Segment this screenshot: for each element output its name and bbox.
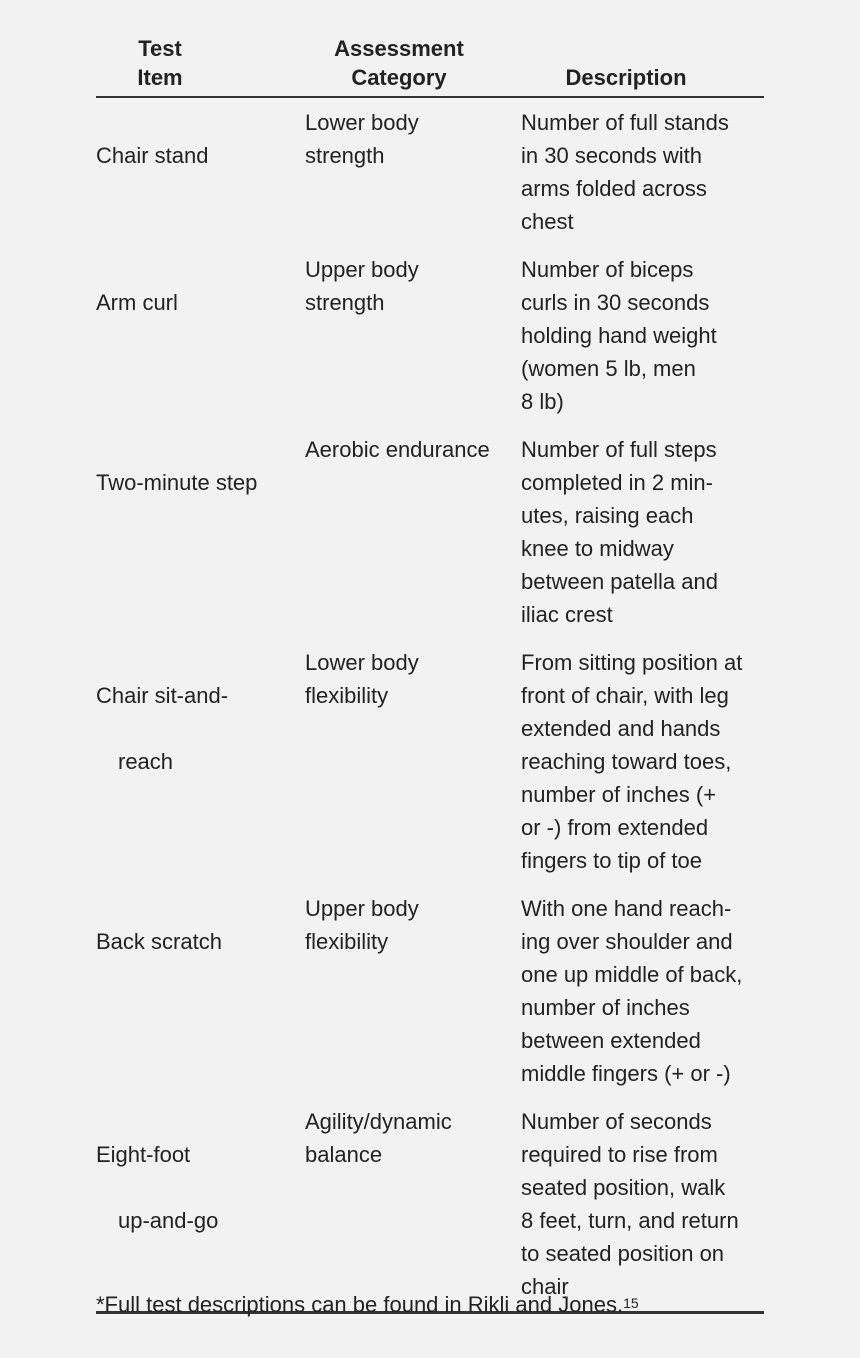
header-category-line: Category — [351, 65, 447, 90]
test-item-text: Eight-foot — [96, 1142, 191, 1167]
table-footnote — [96, 1290, 639, 1320]
fitness-test-table — [96, 34, 764, 1314]
test-item-text: Chair sit-and- — [96, 683, 229, 708]
test-item-text: Back scratch — [96, 929, 222, 954]
test-item-text-continued: reach — [118, 749, 174, 774]
category-cell: Upper body flexibility — [305, 896, 419, 954]
footnote-text: *Full test descriptions can be found in Rikli and Jones. — [96, 1292, 624, 1317]
header-test-item-line: Test — [138, 36, 182, 61]
description-cell: Number of seconds required to rise from seated position, walk 8 feet, turn, and return to seated position on chair — [521, 1097, 764, 1313]
description-cell: Number of full stands in 30 seconds with arms folded across chest — [521, 110, 729, 234]
header-assessment-category — [305, 34, 521, 97]
header-description — [521, 34, 764, 97]
test-item-cell — [96, 884, 305, 1097]
test-item-text: Chair stand — [96, 143, 209, 168]
header-description-text: Description — [565, 65, 687, 90]
test-item-cell — [96, 97, 305, 245]
table-row — [96, 425, 764, 638]
test-item-text: Two-minute step — [96, 470, 258, 495]
table-row — [96, 884, 764, 1097]
header-test-item-line: Item — [137, 65, 183, 90]
description-cell: From sitting position at front of chair, with leg extended and hands reaching toward toes, number of inches (+ or -) from extended fingers to tip of toe — [521, 650, 743, 873]
table-row — [96, 638, 764, 884]
category-cell: Aerobic endurance — [305, 437, 490, 462]
description-cell: With one hand reach- ing over shoulder and one up middle of back, number of inches between extended middle fingers (+ or -) — [521, 896, 743, 1086]
test-item-text: Arm curl — [96, 290, 178, 315]
table-row — [96, 1097, 764, 1313]
footnote-reference: 15 — [623, 1295, 639, 1311]
header-row — [96, 34, 764, 97]
description-cell: Number of full steps completed in 2 min- utes, raising each knee to midway between patella and iliac crest — [521, 437, 718, 627]
test-item-cell — [96, 638, 305, 884]
test-item-cell — [96, 1097, 305, 1313]
category-cell: Upper body strength — [305, 257, 419, 315]
description-cell: Number of biceps curls in 30 seconds holding hand weight (women 5 lb, men 8 lb) — [521, 257, 717, 414]
table-header — [96, 34, 764, 97]
table-row — [96, 97, 764, 245]
category-cell: Lower body flexibility — [305, 650, 419, 708]
category-cell: Lower body strength — [305, 110, 419, 168]
test-item-cell — [96, 425, 305, 638]
table-body — [96, 97, 764, 1313]
test-item-cell — [96, 245, 305, 425]
category-cell: Agility/dynamic balance — [305, 1097, 521, 1313]
test-item-text-continued: up-and-go — [118, 1208, 219, 1233]
table-row — [96, 245, 764, 425]
header-category-line: Assessment — [334, 36, 464, 61]
fitness-test-table-container — [96, 34, 764, 1314]
header-test-item — [96, 34, 305, 97]
